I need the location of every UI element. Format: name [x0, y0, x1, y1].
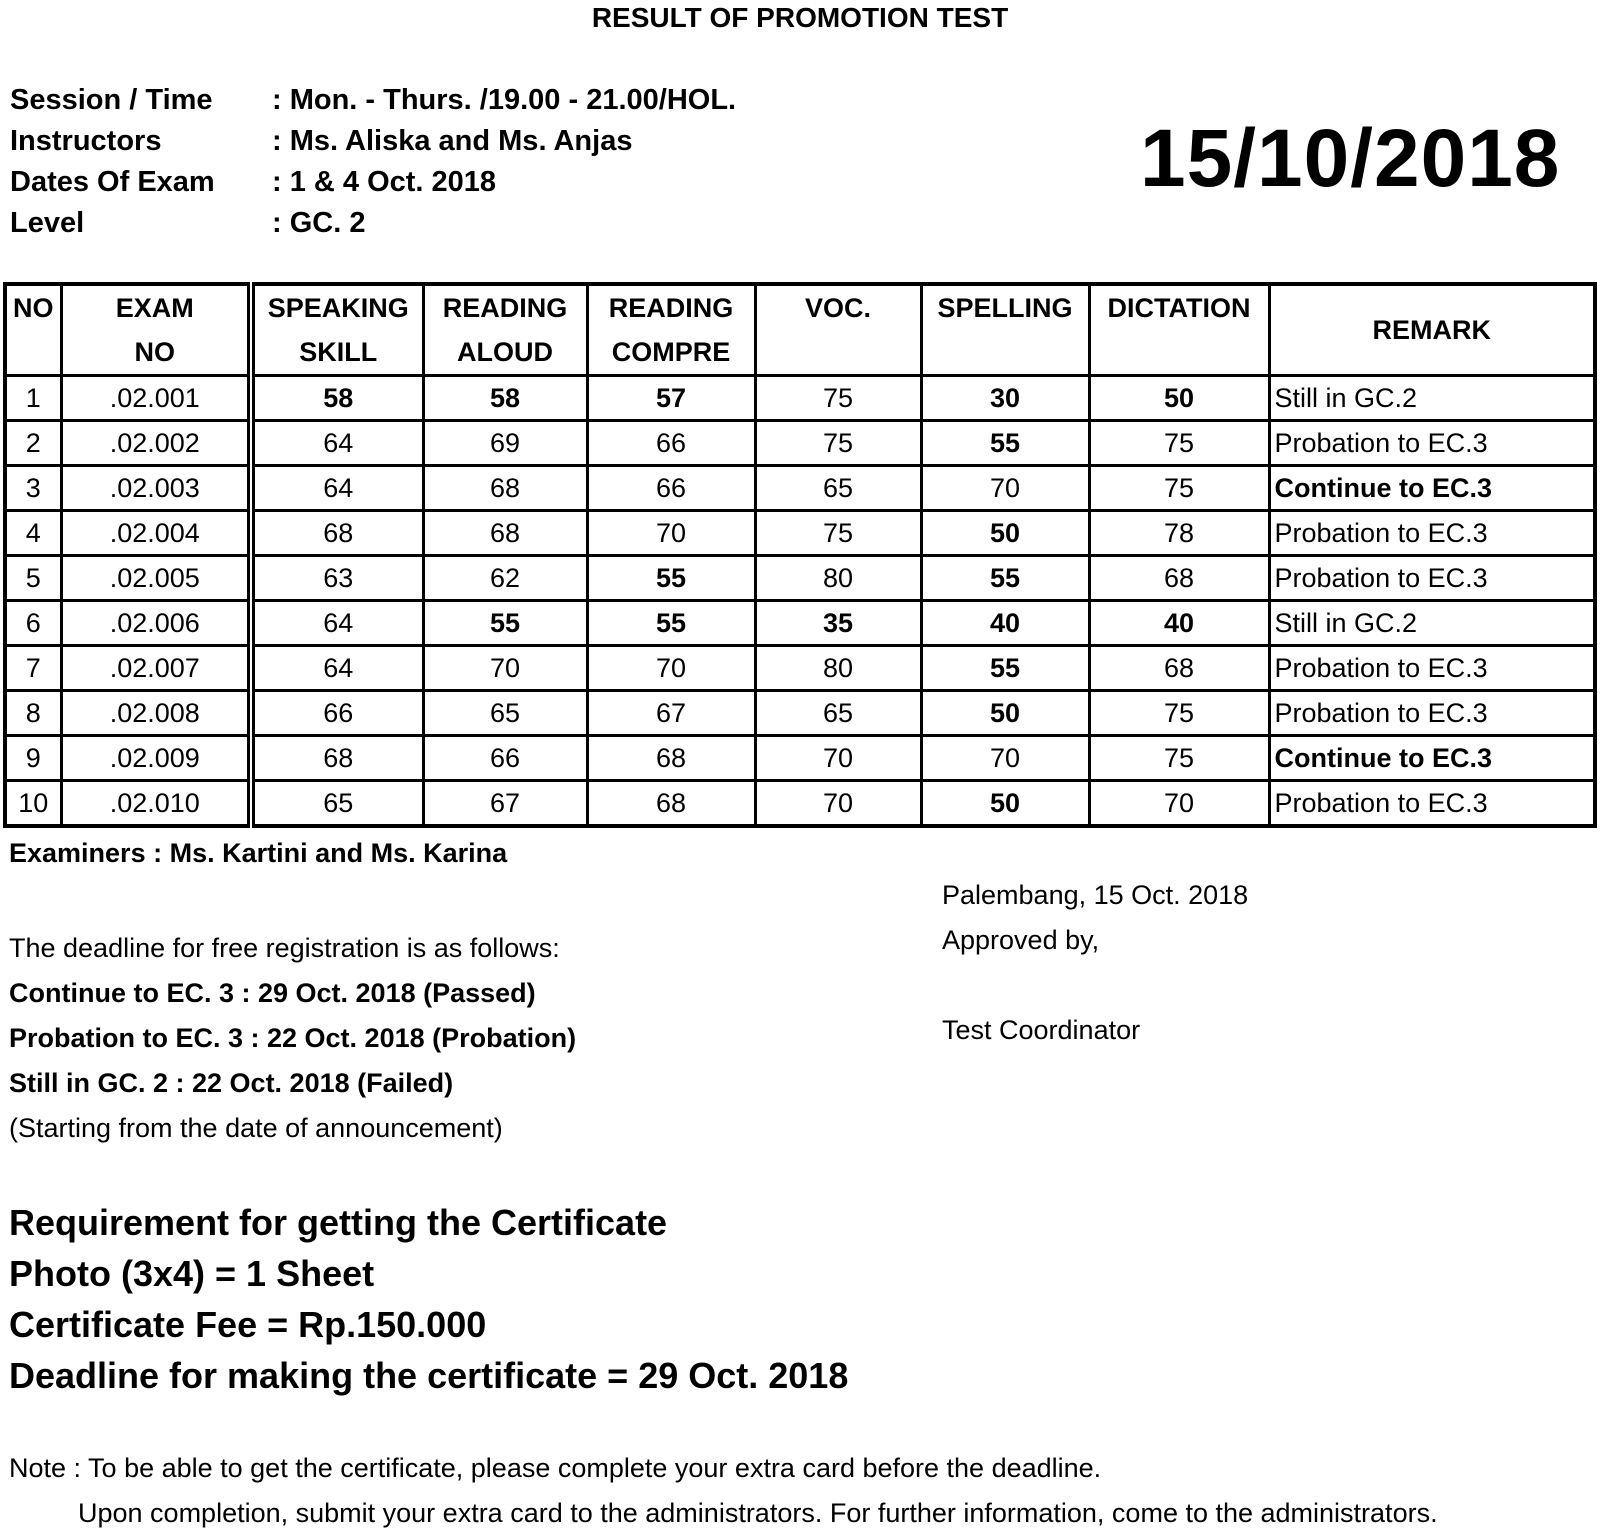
cell-speaking: 68: [251, 511, 423, 556]
table-row: [5, 421, 1595, 466]
info-value: : Mon. - Thurs. /19.00 - 21.00/HOL.: [272, 84, 737, 116]
cell-spelling: 55: [921, 646, 1089, 691]
examiners: Examiners : Ms. Kartini and Ms. Karina: [9, 838, 508, 868]
cell-voc: 75: [755, 376, 921, 421]
cell-aloud: 62: [423, 556, 587, 601]
cell-aloud: 55: [423, 601, 587, 646]
cell-speaking: 68: [251, 736, 423, 781]
cell-no: 3: [5, 466, 61, 511]
cell-remark: Probation to EC.3: [1269, 646, 1595, 691]
cell-no: 8: [5, 691, 61, 736]
cell-compre: 55: [587, 601, 755, 646]
info-label: Dates Of Exam: [10, 166, 215, 198]
cell-aloud: 67: [423, 781, 587, 827]
deadline-failed: Still in GC. 2 : 22 Oct. 2018 (Failed): [9, 1068, 454, 1098]
cell-speaking: 63: [251, 556, 423, 601]
cell-dictation: 40: [1089, 601, 1269, 646]
cell-spelling: 50: [921, 511, 1089, 556]
info-label: Session / Time: [10, 84, 213, 116]
cell-aloud: 68: [423, 466, 587, 511]
cell-compre: 66: [587, 466, 755, 511]
cell-spelling: 30: [921, 376, 1089, 421]
requirement-deadline: Deadline for making the certificate = 29 Oct. 2018: [9, 1355, 849, 1396]
cell-no: 5: [5, 556, 61, 601]
page-title: RESULT OF PROMOTION TEST: [591, 2, 1009, 33]
table-row: [5, 781, 1595, 827]
cell-spelling: 50: [921, 781, 1089, 827]
cell-dictation: 68: [1089, 646, 1269, 691]
cell-dictation: 78: [1089, 511, 1269, 556]
cell-no: 1: [5, 376, 61, 421]
signature-approved: Approved by,: [942, 925, 1100, 955]
cell-remark: Continue to EC.3: [1269, 466, 1595, 511]
cell-voc: 80: [755, 556, 921, 601]
results-table: [3, 282, 1597, 828]
cell-aloud: 65: [423, 691, 587, 736]
cell-dictation: 75: [1089, 736, 1269, 781]
cell-no: 10: [5, 781, 61, 827]
info-row-dates: [10, 162, 736, 203]
cell-dictation: 50: [1089, 376, 1269, 421]
cell-exam: .02.010: [61, 781, 251, 827]
cell-aloud: 66: [423, 736, 587, 781]
header-exam-no: EXAM NO: [61, 284, 251, 376]
info-row-session: [10, 80, 736, 121]
requirement-fee: Certificate Fee = Rp.150.000: [9, 1304, 487, 1345]
cell-voc: 70: [755, 736, 921, 781]
cell-spelling: 40: [921, 601, 1089, 646]
cell-compre: 70: [587, 646, 755, 691]
cell-remark: Probation to EC.3: [1269, 511, 1595, 556]
cell-remark: Still in GC.2: [1269, 376, 1595, 421]
signature-role: Test Coordinator: [942, 1015, 1141, 1045]
cell-spelling: 70: [921, 466, 1089, 511]
cell-speaking: 65: [251, 781, 423, 827]
table-row: [5, 646, 1595, 691]
header-reading-compre: READING COMPRE: [587, 284, 755, 376]
cell-no: 7: [5, 646, 61, 691]
requirement-photo: Photo (3x4) = 1 Sheet: [9, 1253, 375, 1294]
cell-aloud: 69: [423, 421, 587, 466]
cell-exam: .02.009: [61, 736, 251, 781]
header-spelling: SPELLING: [921, 284, 1089, 376]
cell-aloud: 70: [423, 646, 587, 691]
cell-voc: 75: [755, 511, 921, 556]
cell-remark: Probation to EC.3: [1269, 421, 1595, 466]
info-row-instructors: [10, 121, 736, 162]
cell-dictation: 75: [1089, 421, 1269, 466]
cell-compre: 70: [587, 511, 755, 556]
cell-dictation: 75: [1089, 691, 1269, 736]
cell-no: 4: [5, 511, 61, 556]
cell-speaking: 64: [251, 466, 423, 511]
deadline-probation: Probation to EC. 3 : 22 Oct. 2018 (Probation): [9, 1023, 577, 1053]
certificate-requirements: [9, 1197, 848, 1401]
table-row: [5, 466, 1595, 511]
table-row: [5, 556, 1595, 601]
cell-voc: 80: [755, 646, 921, 691]
cell-aloud: 68: [423, 511, 587, 556]
cell-exam: .02.001: [61, 376, 251, 421]
header-reading-aloud: READING ALOUD: [423, 284, 587, 376]
cell-speaking: 64: [251, 601, 423, 646]
header-speaking: SPEAKING SKILL: [251, 284, 423, 376]
cell-compre: 66: [587, 421, 755, 466]
cell-spelling: 55: [921, 421, 1089, 466]
cell-exam: .02.003: [61, 466, 251, 511]
info-value: : GC. 2: [272, 207, 366, 239]
cell-exam: .02.005: [61, 556, 251, 601]
deadline-footnote: (Starting from the date of announcement): [9, 1113, 503, 1143]
cell-no: 9: [5, 736, 61, 781]
table-row: [5, 601, 1595, 646]
cell-compre: 57: [587, 376, 755, 421]
info-value: : 1 & 4 Oct. 2018: [272, 166, 497, 198]
table-row: [5, 736, 1595, 781]
cell-dictation: 70: [1089, 781, 1269, 827]
cell-exam: .02.004: [61, 511, 251, 556]
header-dictation: DICTATION: [1089, 284, 1269, 376]
info-label: Level: [10, 207, 85, 239]
cell-remark: Continue to EC.3: [1269, 736, 1595, 781]
cell-speaking: 58: [251, 376, 423, 421]
cell-spelling: 70: [921, 736, 1089, 781]
cell-aloud: 58: [423, 376, 587, 421]
cell-speaking: 66: [251, 691, 423, 736]
cell-compre: 55: [587, 556, 755, 601]
table-row: [5, 691, 1595, 736]
cell-compre: 68: [587, 781, 755, 827]
cell-dictation: 75: [1089, 466, 1269, 511]
exam-info: [10, 80, 736, 244]
deadline-passed: Continue to EC. 3 : 29 Oct. 2018 (Passed): [9, 978, 536, 1008]
info-value: : Ms. Aliska and Ms. Anjas: [272, 125, 633, 157]
header-no: NO: [5, 284, 61, 376]
cell-speaking: 64: [251, 646, 423, 691]
cell-voc: 65: [755, 466, 921, 511]
cell-speaking: 64: [251, 421, 423, 466]
cell-exam: .02.008: [61, 691, 251, 736]
cell-exam: .02.006: [61, 601, 251, 646]
cell-compre: 68: [587, 736, 755, 781]
cell-remark: Probation to EC.3: [1269, 781, 1595, 827]
info-label: Instructors: [10, 125, 162, 157]
requirement-heading: Requirement for getting the Certificate: [9, 1202, 668, 1243]
cell-compre: 67: [587, 691, 755, 736]
cell-voc: 35: [755, 601, 921, 646]
header-remark: REMARK: [1269, 284, 1595, 376]
cell-remark: Probation to EC.3: [1269, 691, 1595, 736]
registration-deadlines: [9, 926, 576, 1151]
cell-voc: 65: [755, 691, 921, 736]
cell-no: 6: [5, 601, 61, 646]
cell-dictation: 68: [1089, 556, 1269, 601]
cell-spelling: 55: [921, 556, 1089, 601]
note-line-2: Upon completion, submit your extra card to the administrators. For further information, come to the administrators.: [78, 1498, 1438, 1528]
cell-remark: Probation to EC.3: [1269, 556, 1595, 601]
cell-spelling: 50: [921, 691, 1089, 736]
cell-voc: 70: [755, 781, 921, 827]
announcement-date: 15/10/2018: [1140, 113, 1561, 204]
info-row-level: [10, 203, 736, 244]
header-voc: VOC.: [755, 284, 921, 376]
results-body: [5, 376, 1595, 827]
table-header-row: [5, 284, 1595, 376]
cell-exam: .02.002: [61, 421, 251, 466]
deadline-intro: The deadline for free registration is as follows:: [9, 933, 560, 963]
cell-no: 2: [5, 421, 61, 466]
signature-place-date: Palembang, 15 Oct. 2018: [942, 880, 1249, 910]
table-row: [5, 511, 1595, 556]
cell-exam: .02.007: [61, 646, 251, 691]
cell-voc: 75: [755, 421, 921, 466]
cell-remark: Still in GC.2: [1269, 601, 1595, 646]
note-line-1: Note : To be able to get the certificate, please complete your extra card before the deadline.: [9, 1453, 1102, 1483]
table-row: [5, 376, 1595, 421]
